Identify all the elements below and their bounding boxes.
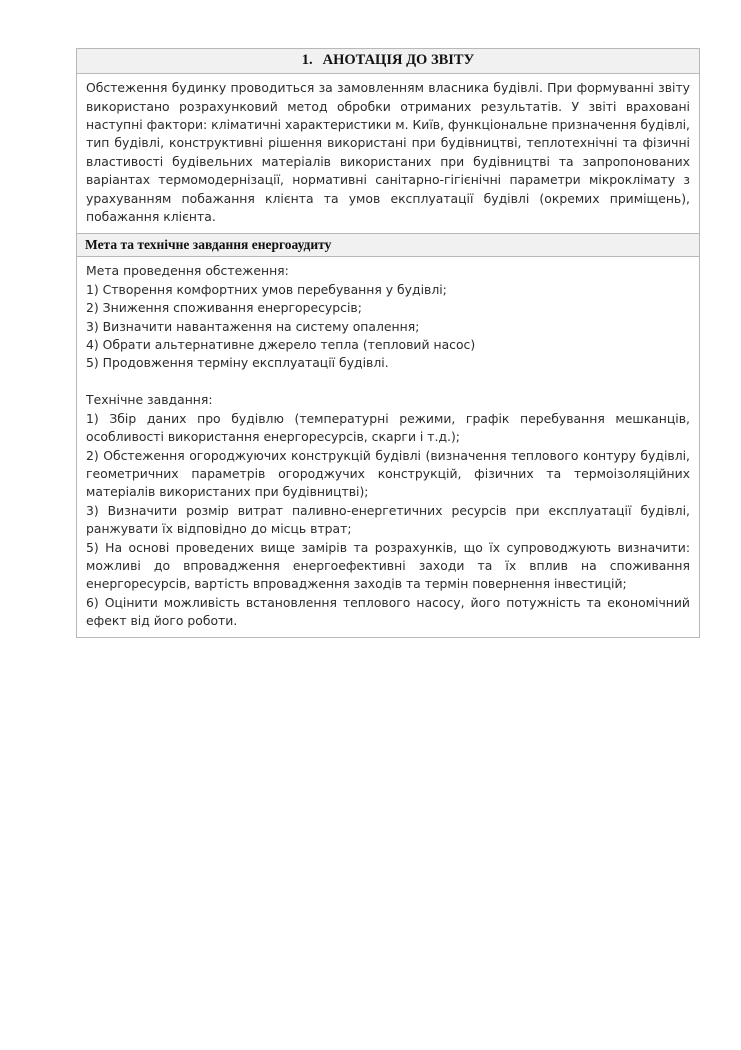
list-item: 1) Створення комфортних умов перебування у будівлі;	[86, 281, 447, 297]
annotation-body-row	[77, 74, 700, 233]
goal-body-row	[77, 257, 700, 637]
list-item: 4) Обрати альтернативне джерело тепла (тепловий насос)	[86, 337, 476, 352]
goal-header-row	[77, 233, 700, 257]
annotation-body-cell	[77, 74, 700, 233]
annotation-title: АНОТАЦІЯ ДО ЗВІТУ	[322, 52, 475, 68]
list-item: 5) Продовження терміну експлуатації будівлі.	[86, 355, 389, 371]
task-list-heading: Технічне завдання:	[86, 392, 213, 408]
annotation-number: 1.	[301, 52, 313, 68]
paragraph-spacer	[86, 373, 690, 391]
list-item: 2) Зниження споживання енергоресурсів;	[86, 300, 362, 316]
report-table	[76, 48, 700, 638]
goal-body-cell	[77, 257, 700, 637]
list-item: 5) На основі проведених вище замірів та розрахунків, що їх супроводжують визначити: можливі до впровадження енергоефективні заходи та їх вплив на споживання енергоресурсів, вартість впровадження заходів та термін повернення інвестицій;	[86, 539, 690, 592]
list-item: 1) Збір даних про будівлю (температурні режими, графік перебування мешканців, особливості використання енергоресурсів, скарги і т.д.);	[86, 410, 690, 445]
list-item: 3) Визначити навантаження на систему опалення;	[86, 318, 420, 334]
goal-body	[77, 257, 699, 636]
annotation-heading	[77, 49, 699, 73]
goal-header-cell	[77, 233, 700, 257]
annotation-header-row	[77, 49, 700, 74]
goal-list-heading: Мета проведення обстеження:	[86, 263, 289, 279]
list-item: 3) Визначити розмір витрат паливно-енергетичних ресурсів при експлуатації будівлі, ранжувати їх відповідно до місць втрат;	[86, 502, 690, 537]
annotation-paragraph: Обстеження будинку проводиться за замовленням власника будівлі. При формуванні звіту використано розрахунковий метод обробки отриманих результатів. У звіті враховані наступні фактори: кліматичні характеристики м. Київ, функціональне призначення будівлі, тип будівлі, конструктивні рішення використані при будівництві, теплотехнічні та фізичні властивості будівельних матеріалів використаних при будівництві та запропонованих варіантах термомодернізації, нормативні санітарно-гігієнічні параметри мікроклімату з урахуванням побажання клієнта та умов експлуатації будівлі (окремих приміщень), побажання клієнта.	[86, 80, 690, 225]
annotation-header-cell	[77, 49, 700, 74]
list-item: 6) Оцінити можливість встановлення теплового насосу, його потужність та економічний ефект від його роботи.	[86, 594, 690, 629]
list-item: 2) Обстеження огороджуючих конструкцій будівлі (визначення теплового контуру будівлі, геометричних параметрів огороджучих конструкцій, фізичних та термоізоляційних матеріалів використаних при будівництві);	[86, 447, 690, 500]
goal-heading: Мета та технічне завдання енергоаудиту	[77, 234, 699, 257]
